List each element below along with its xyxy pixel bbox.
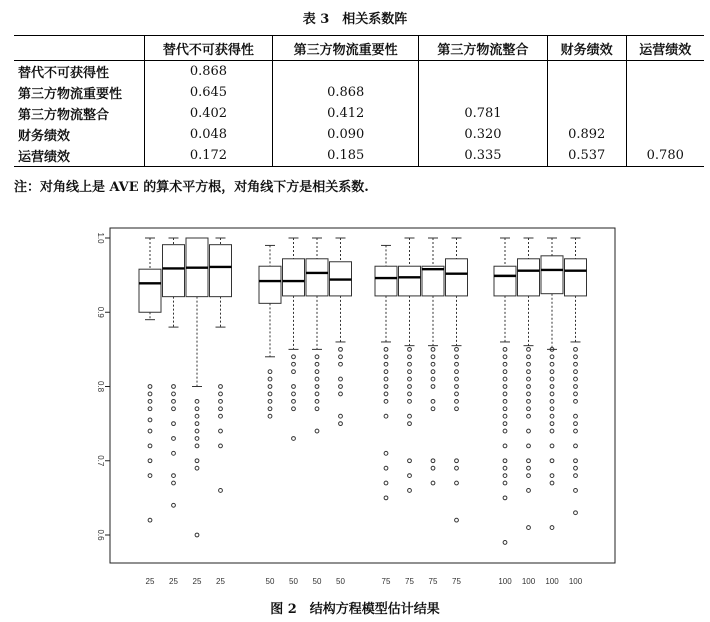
outlier-point	[148, 474, 152, 478]
outlier-point	[574, 511, 578, 515]
outlier-point	[503, 407, 507, 411]
outlier-point	[408, 459, 412, 463]
outlier-point	[527, 377, 531, 381]
row-header: 运营绩效	[18, 150, 71, 165]
outlier-point	[431, 459, 435, 463]
outlier-point	[550, 355, 554, 359]
table-cell: 0.402	[144, 103, 273, 124]
outlier-point	[292, 399, 296, 403]
outlier-point	[384, 481, 388, 485]
x-tick-label: 100	[545, 577, 559, 586]
outlier-point	[455, 481, 459, 485]
outlier-point	[268, 414, 272, 418]
outlier-point	[219, 429, 223, 433]
outlier-point	[172, 399, 176, 403]
outlier-point	[195, 399, 199, 403]
outlier-point	[195, 429, 199, 433]
box	[306, 259, 328, 296]
table-cell: 0.048	[144, 124, 273, 145]
outlier-point	[315, 392, 319, 396]
outlier-point	[292, 392, 296, 396]
outlier-point	[527, 355, 531, 359]
outlier-point	[527, 392, 531, 396]
outlier-point	[550, 399, 554, 403]
y-tick-label: 0.6	[96, 529, 105, 541]
outlier-point	[527, 399, 531, 403]
x-tick-label: 75	[452, 577, 461, 586]
outlier-point	[219, 444, 223, 448]
outlier-point	[503, 481, 507, 485]
outlier-point	[408, 347, 412, 351]
outlier-point	[527, 526, 531, 530]
outlier-point	[408, 474, 412, 478]
outlier-point	[384, 414, 388, 418]
outlier-point	[315, 377, 319, 381]
outlier-point	[574, 385, 578, 389]
outlier-point	[431, 377, 435, 381]
outlier-point	[339, 347, 343, 351]
outlier-point	[195, 437, 199, 441]
box	[541, 256, 563, 294]
outlier-point	[527, 414, 531, 418]
outlier-point	[455, 347, 459, 351]
outlier-point	[408, 362, 412, 366]
outlier-point	[455, 399, 459, 403]
outlier-point	[219, 399, 223, 403]
outlier-point	[527, 459, 531, 463]
y-tick-label: 0.7	[96, 455, 105, 467]
outlier-point	[574, 474, 578, 478]
outlier-point	[574, 399, 578, 403]
outlier-point	[172, 451, 176, 455]
table-cell: 0.172	[144, 145, 273, 167]
outlier-point	[268, 407, 272, 411]
outlier-point	[408, 377, 412, 381]
outlier-point	[503, 496, 507, 500]
outlier-point	[219, 414, 223, 418]
outlier-point	[315, 355, 319, 359]
outlier-point	[384, 347, 388, 351]
outlier-point	[172, 385, 176, 389]
outlier-point	[455, 459, 459, 463]
outlier-point	[431, 355, 435, 359]
table-cell: 0.320	[419, 124, 548, 145]
outlier-point	[574, 392, 578, 396]
x-tick-label: 25	[169, 577, 178, 586]
outlier-point	[550, 526, 554, 530]
outlier-point	[503, 459, 507, 463]
x-tick-label: 25	[192, 577, 202, 586]
outlier-point	[527, 385, 531, 389]
outlier-point	[503, 347, 507, 351]
outlier-point	[384, 399, 388, 403]
outlier-point	[408, 392, 412, 396]
x-tick-label: 100	[498, 577, 512, 586]
outlier-point	[384, 377, 388, 381]
outlier-point	[148, 392, 152, 396]
outlier-point	[268, 370, 272, 374]
outlier-point	[550, 407, 554, 411]
outlier-point	[527, 474, 531, 478]
outlier-point	[503, 377, 507, 381]
column-header: 替代不可获得性	[144, 36, 273, 61]
table-cell: 0.781	[419, 103, 548, 124]
outlier-point	[219, 407, 223, 411]
row-header: 替代不可获得性	[18, 66, 110, 81]
outlier-point	[315, 429, 319, 433]
outlier-point	[574, 466, 578, 470]
outlier-point	[527, 370, 531, 374]
outlier-point	[384, 451, 388, 455]
table-cell: 0.185	[273, 145, 419, 167]
outlier-point	[292, 362, 296, 366]
outlier-point	[574, 355, 578, 359]
y-tick-label: 0.9	[96, 306, 105, 318]
outlier-point	[172, 437, 176, 441]
outlier-point	[574, 414, 578, 418]
outlier-point	[574, 347, 578, 351]
outlier-point	[148, 429, 152, 433]
outlier-point	[503, 422, 507, 426]
outlier-point	[195, 407, 199, 411]
x-tick-label: 100	[568, 577, 583, 586]
outlier-point	[550, 444, 554, 448]
outlier-point	[455, 466, 459, 470]
outlier-point	[431, 362, 435, 366]
outlier-point	[408, 370, 412, 374]
outlier-point	[503, 385, 507, 389]
outlier-point	[503, 399, 507, 403]
outlier-point	[384, 355, 388, 359]
outlier-point	[315, 407, 319, 411]
outlier-point	[550, 481, 554, 485]
outlier-point	[408, 414, 412, 418]
x-tick-label: 50	[289, 577, 298, 586]
outlier-point	[574, 362, 578, 366]
outlier-point	[268, 377, 272, 381]
outlier-point	[195, 414, 199, 418]
outlier-point	[384, 370, 388, 374]
outlier-point	[408, 399, 412, 403]
outlier-point	[148, 385, 152, 389]
row-header: 财务绩效	[18, 129, 71, 144]
outlier-point	[574, 429, 578, 433]
outlier-point	[574, 370, 578, 374]
outlier-point	[527, 362, 531, 366]
y-tick-label: 0.8	[96, 380, 105, 393]
outlier-point	[455, 407, 459, 411]
outlier-point	[315, 370, 319, 374]
outlier-point	[574, 459, 578, 463]
outlier-point	[148, 518, 152, 522]
table-cell: 0.868	[273, 82, 419, 103]
table-cell: 0.537	[547, 145, 626, 167]
outlier-point	[339, 355, 343, 359]
figure-caption: 图 2 结构方程模型估计结果	[270, 602, 440, 617]
column-header: 财务绩效	[547, 36, 626, 61]
outlier-point	[195, 533, 199, 537]
x-tick-label: 75	[428, 577, 438, 586]
outlier-point	[315, 385, 319, 389]
x-tick-label: 25	[216, 577, 225, 586]
x-tick-label: 75	[405, 577, 414, 586]
outlier-point	[574, 422, 578, 426]
outlier-point	[384, 362, 388, 366]
box	[210, 245, 232, 297]
outlier-point	[148, 444, 152, 448]
x-tick-label: 75	[381, 577, 391, 586]
table-cell: 0.335	[419, 145, 548, 167]
outlier-point	[172, 392, 176, 396]
column-header: 第三方物流整合	[419, 36, 548, 61]
outlier-point	[527, 466, 531, 470]
outlier-point	[339, 385, 343, 389]
box	[422, 266, 444, 296]
outlier-point	[431, 481, 435, 485]
table-cell: 0.780	[626, 145, 704, 167]
outlier-point	[503, 355, 507, 359]
outlier-point	[574, 489, 578, 493]
outlier-point	[550, 459, 554, 463]
outlier-point	[292, 370, 296, 374]
box	[139, 269, 161, 312]
outlier-point	[172, 422, 176, 426]
row-header: 第三方物流整合	[18, 108, 110, 123]
outlier-point	[527, 347, 531, 351]
outlier-point	[503, 429, 507, 433]
outlier-point	[339, 392, 343, 396]
outlier-point	[148, 407, 152, 411]
outlier-point	[292, 385, 296, 389]
outlier-point	[550, 429, 554, 433]
outlier-point	[292, 437, 296, 441]
outlier-point	[195, 459, 199, 463]
outlier-point	[455, 385, 459, 389]
outlier-point	[431, 466, 435, 470]
outlier-point	[455, 377, 459, 381]
outlier-point	[315, 399, 319, 403]
outlier-point	[195, 422, 199, 426]
outlier-point	[339, 422, 343, 426]
outlier-point	[148, 418, 152, 422]
outlier-point	[503, 541, 507, 545]
box	[518, 259, 540, 296]
outlier-point	[503, 362, 507, 366]
table-note: 注：对角线上是 AVE 的算术平方根，对角线下方是相关系数.	[14, 180, 369, 195]
outlier-point	[384, 466, 388, 470]
outlier-point	[455, 392, 459, 396]
outlier-point	[550, 474, 554, 478]
outlier-point	[384, 392, 388, 396]
outlier-point	[503, 444, 507, 448]
outlier-point	[408, 385, 412, 389]
x-tick-label: 25	[145, 577, 155, 586]
outlier-point	[431, 385, 435, 389]
outlier-point	[455, 518, 459, 522]
x-tick-label: 50	[312, 577, 322, 586]
box	[375, 266, 397, 296]
outlier-point	[550, 422, 554, 426]
table-cell: 0.412	[273, 103, 419, 124]
outlier-point	[195, 444, 199, 448]
outlier-point	[292, 355, 296, 359]
table-cell: 0.645	[144, 82, 273, 103]
outlier-point	[431, 399, 435, 403]
column-header: 运营绩效	[626, 36, 704, 61]
outlier-point	[527, 444, 531, 448]
x-tick-label: 50	[336, 577, 345, 586]
outlier-point	[503, 466, 507, 470]
outlier-point	[384, 496, 388, 500]
outlier-point	[339, 377, 343, 381]
outlier-point	[550, 385, 554, 389]
outlier-point	[550, 392, 554, 396]
outlier-point	[503, 414, 507, 418]
outlier-point	[172, 481, 176, 485]
outlier-point	[431, 347, 435, 351]
outlier-point	[550, 362, 554, 366]
outlier-point	[292, 407, 296, 411]
y-tick-label: 1.0	[96, 232, 105, 244]
outlier-point	[148, 399, 152, 403]
box	[259, 266, 281, 303]
outlier-point	[219, 392, 223, 396]
outlier-point	[384, 385, 388, 389]
x-tick-label: 100	[521, 577, 536, 586]
outlier-point	[455, 355, 459, 359]
outlier-point	[195, 466, 199, 470]
outlier-point	[503, 474, 507, 478]
outlier-point	[527, 429, 531, 433]
outlier-point	[339, 362, 343, 366]
outlier-point	[408, 489, 412, 493]
outlier-point	[172, 474, 176, 478]
table-cell: 0.090	[273, 124, 419, 145]
x-tick-label: 50	[265, 577, 275, 586]
outlier-point	[431, 407, 435, 411]
outlier-point	[527, 489, 531, 493]
outlier-point	[431, 370, 435, 374]
outlier-point	[172, 407, 176, 411]
box	[283, 259, 305, 296]
outlier-point	[455, 362, 459, 366]
outlier-point	[574, 444, 578, 448]
table-caption: 表 3 相关系数阵	[302, 12, 408, 27]
outlier-point	[503, 392, 507, 396]
outlier-point	[219, 489, 223, 493]
box	[565, 259, 587, 296]
box	[494, 266, 516, 296]
outlier-point	[550, 370, 554, 374]
outlier-point	[268, 392, 272, 396]
outlier-point	[339, 414, 343, 418]
outlier-point	[315, 362, 319, 366]
outlier-point	[574, 377, 578, 381]
table-cell: 0.868	[144, 61, 273, 83]
outlier-point	[219, 385, 223, 389]
outlier-point	[550, 377, 554, 381]
outlier-point	[503, 370, 507, 374]
box	[399, 266, 421, 296]
outlier-point	[268, 385, 272, 389]
outlier-point	[408, 355, 412, 359]
table-cell: 0.892	[547, 124, 626, 145]
outlier-point	[408, 422, 412, 426]
box	[163, 245, 185, 297]
outlier-point	[172, 503, 176, 507]
box	[446, 259, 468, 296]
row-header: 第三方物流重要性	[18, 87, 123, 102]
outlier-point	[527, 407, 531, 411]
outlier-point	[550, 414, 554, 418]
outlier-point	[148, 459, 152, 463]
outlier-point	[268, 399, 272, 403]
column-header: 第三方物流重要性	[273, 36, 419, 61]
outlier-point	[455, 370, 459, 374]
